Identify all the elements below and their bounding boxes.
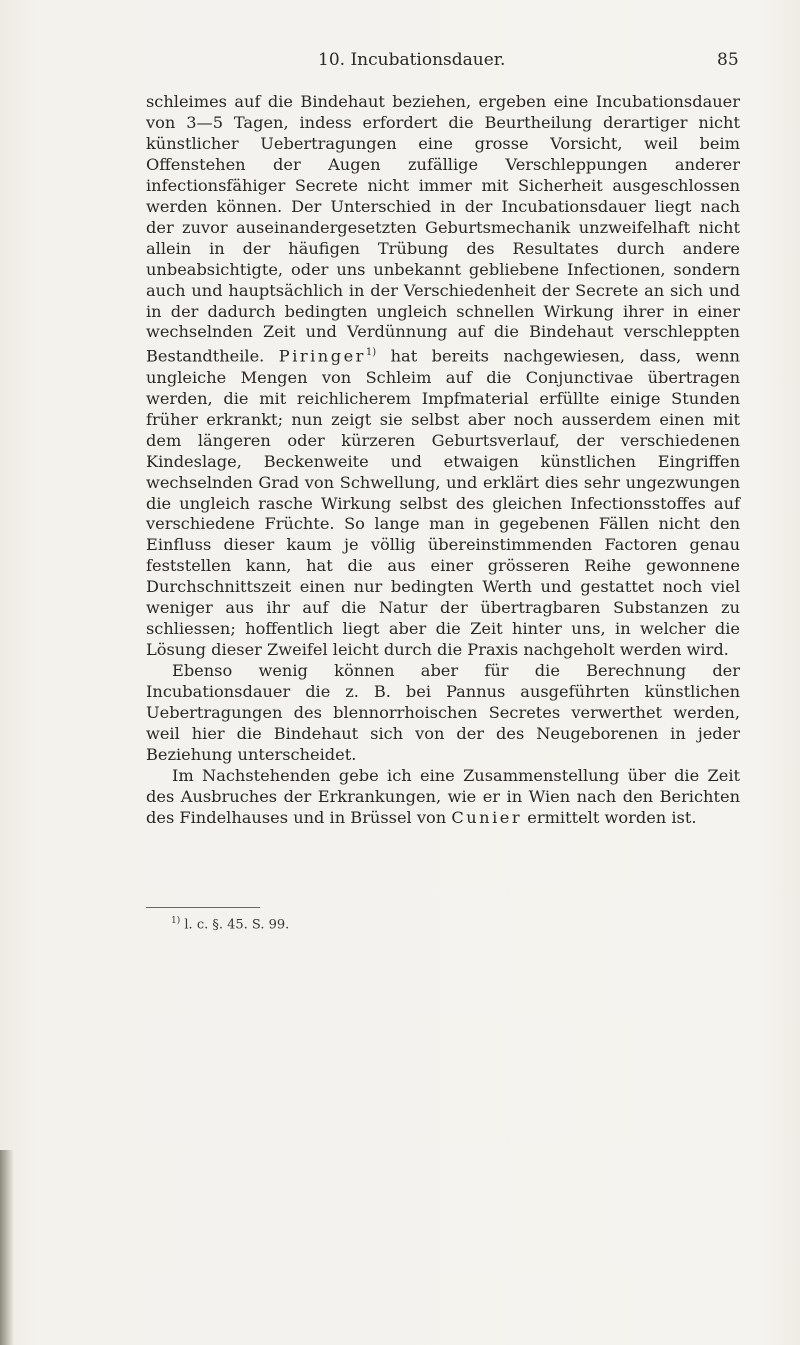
paragraph-1	[146, 92, 740, 661]
paragraph-2	[146, 661, 740, 766]
author-name-cunier: Cunier	[451, 807, 523, 827]
footnote-marker: 1)	[171, 916, 181, 926]
author-name-piringer: Piringer	[278, 346, 366, 366]
paragraph-1-part-b: hat bereits nachgewiesen, dass, wenn ungleiche Mengen von Schleim auf die Conjunctivae übertragen werden, die mit reichlicherem Impfmaterial erfüllte einige Stunden früher erkrankt; nun zeigt sie selbst aber noch ausserdem einen mit dem längeren oder kürzeren Geburtsverlauf, der verschiedenen Kindeslage, Beckenweite und etwaigen künstlichen Eingriffen wechselnden Grad von Schwellung, und erklärt dies sehr ungezwungen die ungleich rasche Wirkung selbst des gleichen Infectionsstoffes auf verschiedene Früchte. So lange man in gegebenen Fällen nicht den Einfluss dieser kaum je völlig übereinstimmenden Factoren genau feststellen kann, hat die aus einer grösseren Reihe gewonnene Durchschnittszeit einen nur bedingten Werth und gestattet noch viel weniger aus ihr auf die Natur der übertragbaren Substanzen zu schliessen; hoffentlich liegt aber die Zeit hinter uns, in welcher die Lösung dieser Zweifel leicht durch die Praxis nachgeholt werden wird.	[146, 346, 740, 660]
running-head: 10. Incubationsdauer.	[318, 50, 506, 70]
page-edge-shadow	[0, 1150, 14, 1345]
paragraph-1-part-a: schleimes auf die Bindehaut beziehen, ergeben eine Incubationsdauer von 3—5 Tagen, indess erfordert die Beurtheilung derartiger nicht künstlicher Uebertragungen eine grosse Vorsicht, weil beim Offenstehen der Augen zufällige Verschleppungen anderer infectionsfähiger Secrete nicht immer mit Sicherheit ausgeschlossen werden können. Der Unterschied in der Incubationsdauer liegt nach der zuvor auseinandergesetzten Geburtsmechanik unzweifelhaft nicht allein in der häufigen Trübung des Resultates durch andere unbeabsichtigte, oder uns unbekannt gebliebene Infectionen, sondern auch und hauptsächlich in der Verschiedenheit der Secrete an sich und in der dadurch bedingten ungleich schnellen Wirkung ihrer in einer wechselnden Zeit und Verdünnung auf die Bindehaut verschleppten Bestandtheile.	[146, 92, 740, 366]
paragraph-3-part-b: ermittelt worden ist.	[527, 807, 697, 827]
footnote	[171, 916, 289, 932]
paragraph-3	[146, 766, 740, 829]
footnote-reference: 1)	[365, 347, 377, 359]
paragraph-2-text: Ebenso wenig können aber für die Berechnung der Incubationsdauer die z. B. bei Pannus ausgeführten künstlichen Uebertragungen des blennorrhoischen Secretes verwerthet werden, weil hier die Bindehaut sich von der des Neugeborenen in jeder Beziehung unterscheidet.	[146, 661, 740, 764]
footnote-divider	[146, 907, 260, 908]
footnote-text: l. c. §. 45. S. 99.	[184, 917, 290, 933]
paragraph-3-part-a: Im Nachstehenden gebe ich eine Zusammenstellung über die Zeit des Ausbruches der Erkrankungen, wie er in Wien nach den Berichten des Findelhauses und in Brüssel von	[146, 765, 740, 827]
page-number: 85	[717, 50, 739, 70]
page-header	[0, 50, 800, 74]
body-text	[146, 92, 740, 829]
